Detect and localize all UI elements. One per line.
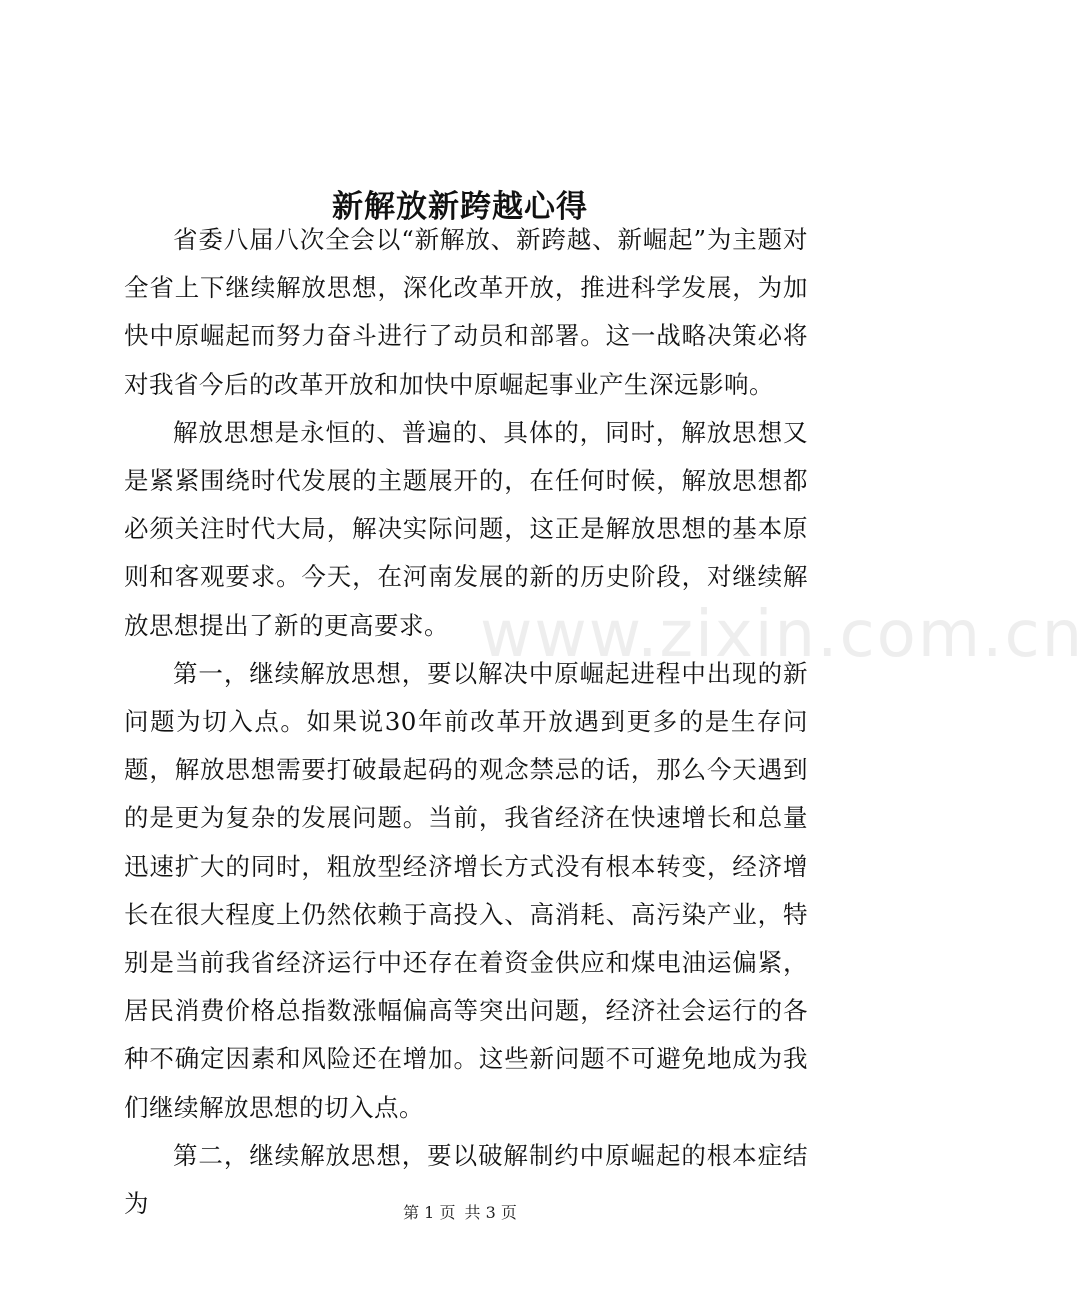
paragraph-3: 第一，继续解放思想，要以解决中原崛起进程中出现的新问题为切入点。如果说30年前改革开放遇到更多的是生存问题，解放思想需要打破最起码的观念禁忌的话，那么今天遇到的是更为复杂的发展问题。当前，我省经济在快速增长和总量迅速扩大的同时，粗放型经济增长方式没有根本转变，经济增长在很大程度上仍然依赖于高投入、高消耗、高污染产业，特别是当前我省经济运行中还存在着资金供应和煤电油运偏紧，居民消费价格总指数涨幅偏高等突出问题，经济社会运行的各种不确定因素和风险还在增加。这些新问题不可避免地成为我们继续解放思想的切入点。: [124, 658, 808, 1122]
paragraph-1: 省委八届八次全会以“新解放、新跨越、新崛起”为主题对全省上下继续解放思想，深化改革开放，推进科学发展，为加快中原崛起而努力奋斗进行了动员和部署。这一战略决策必将对我省今后的改革开放和加快中原崛起事业产生深远影响。: [124, 225, 808, 399]
page-number: 第 1 页: [403, 1203, 456, 1222]
page-footer: [0, 1200, 920, 1223]
site-watermark: www.zixin.com.cn: [480, 598, 1084, 672]
paragraph-2: 解放思想是永恒的、普遍的、具体的，同时，解放思想又是紧紧围绕时代发展的主题展开的，在任何时候，解放思想都必须关注时代大局，解决实际问题，这正是解放思想的基本原则和客观要求。今天，在河南发展的新的历史阶段，对继续解放思想提出了新的更高要求。: [124, 417, 808, 640]
document-title: 新解放新跨越心得: [332, 188, 588, 225]
document-body: [124, 216, 808, 1228]
paragraph-4: 第二，继续解放思想，要以破解制约中原崛起的根本症结为: [124, 1140, 808, 1219]
page-total: 共 3 页: [464, 1203, 517, 1222]
